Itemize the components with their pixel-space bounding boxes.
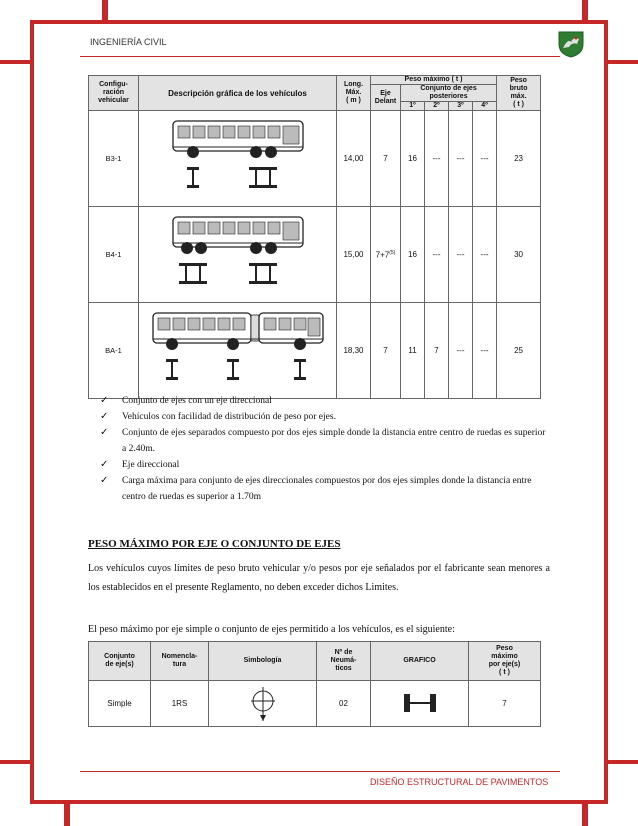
frame-tab [582,0,588,24]
header-config: Configu- ración vehicular [89,76,139,111]
length-cell: 18,30 [337,303,371,399]
header-divider [80,56,560,57]
header-max-weight: Peso máximo ( t ) [371,76,497,85]
header-tires: Nº de Neumá- ticos [317,642,371,681]
checklist-item: ✓ Vehículos con facilidad de distribución de peso por ejes. [100,409,550,425]
gross-weight-cell: 25 [497,303,541,399]
front-axle-cell: 7 [371,303,401,399]
vehicle-drawing-cell [139,207,337,303]
axle-1-cell: 16 [401,207,425,303]
frame-tab [0,60,34,64]
axle-3-cell: --- [449,207,473,303]
university-shield-icon [558,30,584,58]
axle-symbol-icon [243,683,283,723]
gross-weight-cell: 23 [497,111,541,207]
axle-1-cell: 16 [401,111,425,207]
page-frame-bottom [30,800,608,804]
axle-4-cell: --- [473,207,497,303]
header-front-axle: Eje Delant [371,85,401,111]
bus-b3-1-diagram [163,115,313,201]
header-axle-4: 4º [473,102,497,111]
page-frame-left [30,20,34,804]
front-axle-value: 7+7 [375,250,390,260]
checklist-item: ✓ Carga máxima para conjunto de ejes direccionales compuestos por dos ejes simples donde la distancia entre centro de ruedas es superior a 1.70m [100,473,550,505]
table-row [89,111,541,207]
axle-1-cell: 11 [401,303,425,399]
page-frame-top [30,20,608,24]
notes-checklist [100,393,550,505]
graphic-cell [371,681,469,727]
footer-divider [80,771,560,772]
vehicle-weights-table [88,75,541,399]
axle-2-cell: --- [425,111,449,207]
frame-tab [604,60,638,64]
symbology-cell [209,681,317,727]
axle-4-cell: --- [473,303,497,399]
header-gross-weight: Peso bruto máx. ( t ) [497,76,541,111]
bus-b4-1-diagram [163,211,313,297]
frame-tab [582,800,588,826]
checklist-item: ✓ Conjunto de ejes con un eje direccional [100,393,550,409]
nomenclature-cell: 1RS [151,681,209,727]
config-cell: B4-1 [89,207,139,303]
header-nomenclature: Nomencla- tura [151,642,209,681]
front-axle-cell: 7 [371,111,401,207]
bus-ba-1-diagram [148,307,328,393]
header-rear-group: Conjunto de ejes posteriores [401,85,497,102]
axle-2-cell: 7 [425,303,449,399]
axle-3-cell: --- [449,303,473,399]
frame-tab [102,0,108,24]
header-axle-group: Conjunto de eje(s) [89,642,151,681]
tires-cell: 02 [317,681,371,727]
config-cell: B3-1 [89,111,139,207]
header-max-weight-axle: Peso máximo por eje(s) ( t ) [469,642,541,681]
header-title: INGENIERÍA CIVIL [90,37,167,47]
max-weight-cell: 7 [469,681,541,727]
section-heading: PESO MÁXIMO POR EJE O CONJUNTO DE EJES [88,538,341,550]
axle-4-cell: --- [473,111,497,207]
header-description: Descripción gráfica de los vehículos [139,76,337,111]
paragraph: El peso máximo por eje simple o conjunto de ejes permitido a los vehículos, es el siguiente: [88,624,455,635]
front-axle-cell [371,207,401,303]
table-row [89,681,541,727]
length-cell: 15,00 [337,207,371,303]
single-axle-graphic-icon [400,692,440,714]
frame-tab [0,760,34,764]
page-frame-right [604,20,608,804]
vehicle-drawing-cell [139,111,337,207]
axle-weights-table [88,641,541,727]
gross-weight-cell: 30 [497,207,541,303]
axle-group-cell: Simple [89,681,151,727]
checklist-item: ✓ Conjunto de ejes separados compuesto por dos ejes simple donde la distancia entre centro de ruedas es superior a 2.40m. [100,425,550,457]
table-row [89,303,541,399]
length-cell: 14,00 [337,111,371,207]
paragraph: Los vehículos cuyos límites de peso bruto vehicular y/o pesos por eje señalados por el fabricante sean menores a los establecidos en el presente Reglamento, no deben exceder dichos Limites. [88,563,550,593]
axle-2-cell: --- [425,207,449,303]
header-graphic: GRAFICO [371,642,469,681]
config-cell: BA-1 [89,303,139,399]
header-axle-2: 2º [425,102,449,111]
frame-tab [64,800,70,826]
axle-3-cell: --- [449,111,473,207]
header-length: Long. Máx. ( m ) [337,76,371,111]
frame-tab [604,760,638,764]
footer-title: DISEÑO ESTRUCTURAL DE PAVIMENTOS [370,777,549,787]
header-axle-3: 3º [449,102,473,111]
table-row [89,207,541,303]
vehicle-drawing-cell [139,303,337,399]
front-axle-footnote: (5) [389,249,396,256]
header-axle-1: 1º [401,102,425,111]
checklist-item: ✓ Eje direccional [100,457,550,473]
header-symbology: Simbología [209,642,317,681]
